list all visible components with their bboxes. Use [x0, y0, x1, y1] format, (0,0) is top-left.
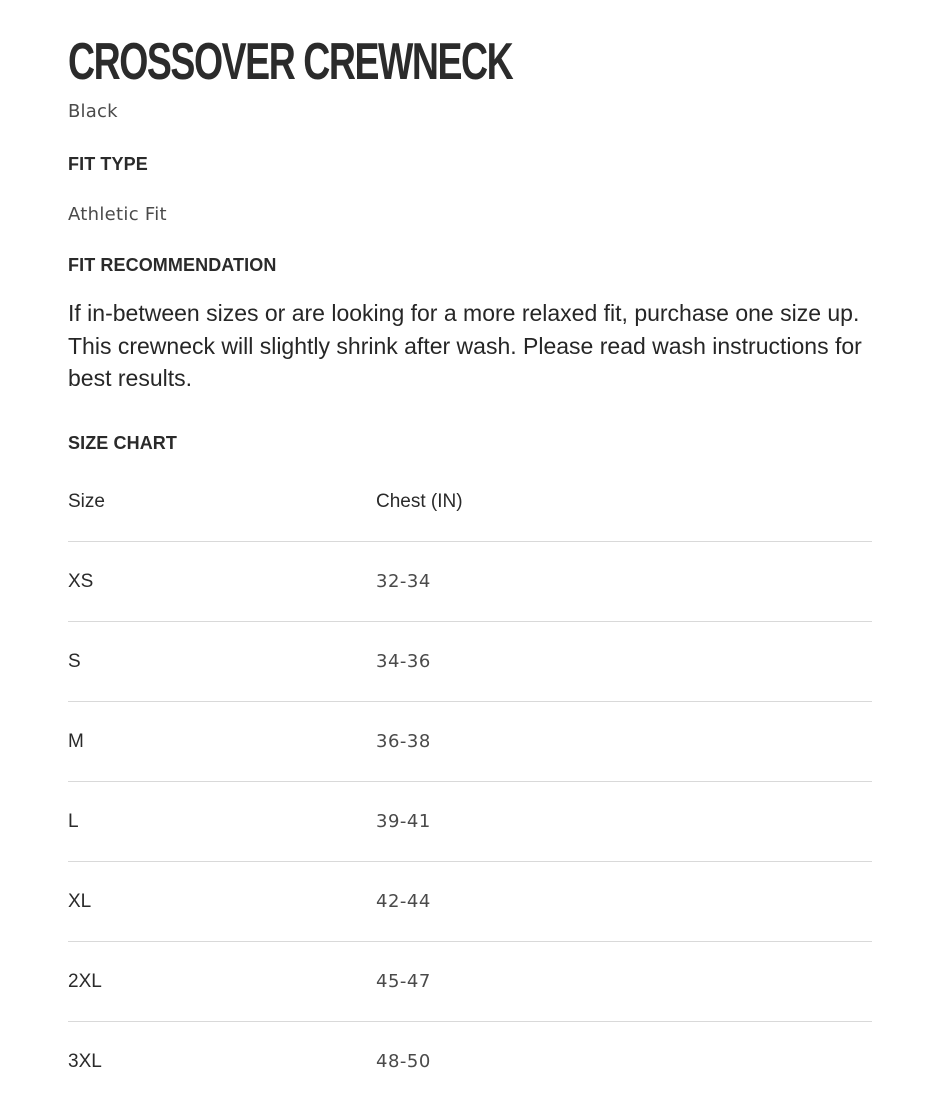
- size-cell: M: [68, 731, 84, 752]
- size-cell: 2XL: [68, 971, 102, 992]
- chest-cell: 42-44: [376, 891, 431, 912]
- table-row: [68, 862, 872, 942]
- product-details: [68, 0, 872, 454]
- table-row: [68, 782, 872, 862]
- fit-type-value: Athletic Fit: [68, 204, 167, 225]
- size-cell: XL: [68, 891, 92, 912]
- size-chart-heading: SIZE CHART: [68, 432, 177, 453]
- fit-recommendation-heading: FIT RECOMMENDATION: [68, 255, 277, 275]
- chest-cell: 34-36: [376, 651, 431, 672]
- column-header-size: Size: [68, 491, 105, 512]
- fit-type-heading: FIT TYPE: [68, 154, 148, 174]
- table-row: [68, 542, 872, 622]
- size-chart-header-row: [68, 462, 872, 542]
- table-row: [68, 702, 872, 782]
- product-title: CROSSOVER CREWNECK: [68, 33, 513, 91]
- size-cell: 3XL: [68, 1051, 102, 1072]
- chest-cell: 39-41: [376, 811, 431, 832]
- product-color: Black: [68, 101, 118, 122]
- size-cell: XS: [68, 571, 94, 592]
- chest-cell: 45-47: [376, 971, 431, 992]
- chest-cell: 48-50: [376, 1051, 431, 1072]
- fit-recommendation-text: If in-between sizes or are looking for a more relaxed fit, purchase one size up. This crewneck will slightly shrink after wash. Please read wash instructions for best results.: [68, 300, 862, 391]
- size-cell: S: [68, 651, 81, 672]
- chest-cell: 32-34: [376, 571, 431, 592]
- table-row: [68, 622, 872, 702]
- chest-cell: 36-38: [376, 731, 431, 752]
- table-row: [68, 942, 872, 1022]
- column-header-chest: Chest (IN): [376, 491, 463, 512]
- size-cell: L: [68, 811, 79, 832]
- size-chart-table: [68, 462, 872, 1101]
- table-row: [68, 1022, 872, 1101]
